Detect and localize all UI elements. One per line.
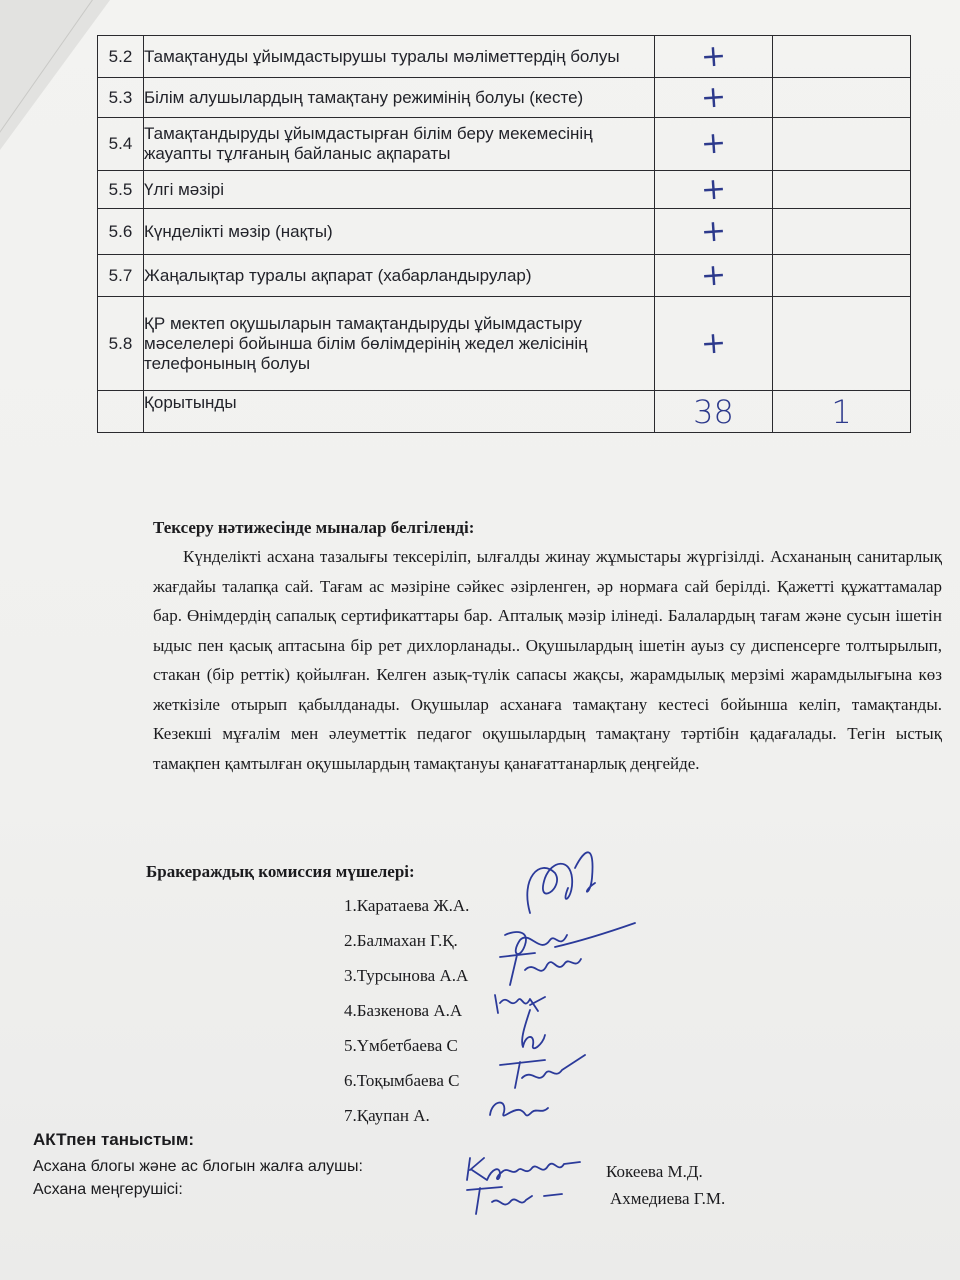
empty-cell bbox=[773, 118, 911, 171]
results-heading: Тексеру нәтижесінде мыналар белгіленді: bbox=[153, 518, 475, 537]
empty-cell bbox=[773, 297, 911, 391]
page-fold-shadow bbox=[0, 0, 110, 150]
no-total: 1 bbox=[831, 392, 852, 431]
row-number: 5.3 bbox=[98, 78, 144, 118]
table-row bbox=[98, 297, 911, 391]
signature-manager bbox=[462, 1182, 572, 1222]
check-mark: + bbox=[699, 37, 728, 75]
row-text: ҚР мектеп оқушыларын тамақтандыруды ұйымдастыру мәселелері бойынша білім бөлімдерінің жедел желісінің телефонының болуы bbox=[144, 297, 655, 391]
row-text: Күнделікті мәзір (нақты) bbox=[144, 209, 655, 255]
mark-cell bbox=[655, 297, 773, 391]
list-item: 2.Балмахан Г.Қ. bbox=[344, 931, 458, 950]
list-item: 1.Каратаева Ж.А. bbox=[344, 896, 470, 915]
yes-total-cell bbox=[655, 391, 773, 433]
empty-cell bbox=[773, 255, 911, 297]
table-row bbox=[98, 78, 911, 118]
row-number: 5.2 bbox=[98, 36, 144, 78]
mark-cell bbox=[655, 171, 773, 209]
check-mark: + bbox=[699, 212, 728, 250]
act-heading: АКТпен таныстым: bbox=[33, 1130, 195, 1149]
total-label: Қорытынды bbox=[144, 391, 655, 433]
checklist-table bbox=[97, 35, 911, 433]
ack-name-tenant: Кокеева М.Д. bbox=[606, 1162, 703, 1181]
mark-cell bbox=[655, 78, 773, 118]
no-total-cell bbox=[773, 391, 911, 433]
mark-cell bbox=[655, 209, 773, 255]
table-row bbox=[98, 209, 911, 255]
row-text: Тамақтандыруды ұйымдастырған білім беру мекемесінің жауапты тұлғаның байланыс ақпараты bbox=[144, 118, 655, 171]
ack-role-tenant: Асхана блогы және ас блогын жалға алушы: bbox=[33, 1158, 363, 1175]
signature-7 bbox=[482, 1090, 552, 1125]
commission-members bbox=[344, 888, 469, 1133]
table-row bbox=[98, 171, 911, 209]
row-text: Тамақтануды ұйымдастырушы туралы мәліметтердің болуы bbox=[144, 36, 655, 78]
list-item: 3.Турсынова А.А bbox=[344, 966, 469, 985]
row-number: 5.8 bbox=[98, 297, 144, 391]
mark-cell bbox=[655, 255, 773, 297]
check-mark: + bbox=[699, 170, 728, 208]
row-number: 5.7 bbox=[98, 255, 144, 297]
row-number: 5.4 bbox=[98, 118, 144, 171]
ack-name-manager: Ахмедиева Г.М. bbox=[610, 1189, 726, 1208]
check-mark: + bbox=[699, 125, 728, 162]
total-row bbox=[98, 391, 911, 433]
list-item: 7.Қаупан А. bbox=[344, 1106, 430, 1125]
table-row bbox=[98, 255, 911, 297]
ack-role-manager: Асхана меңгерушісі: bbox=[33, 1181, 183, 1198]
row-number bbox=[98, 391, 144, 433]
commission-heading: Бракераждық комиссия мүшелері: bbox=[146, 862, 415, 881]
empty-cell bbox=[773, 171, 911, 209]
signature-3 bbox=[495, 945, 585, 990]
check-mark: + bbox=[699, 78, 728, 116]
check-mark: + bbox=[699, 256, 728, 294]
list-item: 4.Базкенова А.А bbox=[344, 1001, 463, 1020]
table-row bbox=[98, 36, 911, 78]
row-number: 5.5 bbox=[98, 171, 144, 209]
signature-5 bbox=[505, 1005, 555, 1055]
empty-cell bbox=[773, 209, 911, 255]
results-body: Күнделікті асхана тазалығы тексеріліп, ылғалды жинау жұмыстары жүргізілді. Асхананың санитарлық жағдайы талапқа сай. Тағам ас мәзіріне сәйкес әзірленген, әр нормаға сай берілді. Қажетті құжаттамалар бар. Өнімдердің сапалық сертификаттары бар. Апталық мәзір ілінеді. Балалардың тағам және сусын ішетін ыдыс пен қасық аптасына бір рет дихлорланады.. Оқушылардың ішетін ауыз су диспенсерге толтырылып, стакан (бір реттік) қойылған. Келген азық-түлік сапасы жақсы, жарамдылық мерзімі жарамдылығына көз жеткізіле отырып қабылданады. Оқушылар асханаға тамақтану кестесі бойынша келіп, тамақтанды. Кезекші мұғалім мен әлеуметтік педагог оқушылардың тамақтану тәртібін қадағалады. Тегін ыстық тамақпен қамтылған оқушылардың тамақтануы қанағаттанарлық деңгейде. bbox=[153, 547, 942, 773]
row-text: Үлгі мәзірі bbox=[144, 171, 655, 209]
row-number: 5.6 bbox=[98, 209, 144, 255]
mark-cell bbox=[655, 118, 773, 171]
list-item: 6.Тоқымбаева С bbox=[344, 1071, 460, 1090]
row-text: Білім алушылардың тамақтану режимінің болуы (кесте) bbox=[144, 78, 655, 118]
row-text: Жаңалықтар туралы ақпарат (хабарландырулар) bbox=[144, 255, 655, 297]
signature-6 bbox=[490, 1050, 590, 1095]
table-row bbox=[98, 118, 911, 171]
mark-cell bbox=[655, 36, 773, 78]
empty-cell bbox=[773, 36, 911, 78]
empty-cell bbox=[773, 78, 911, 118]
yes-total: 38 bbox=[693, 392, 734, 431]
list-item: 5.Үмбетбаева С bbox=[344, 1036, 458, 1055]
check-mark: + bbox=[699, 324, 728, 362]
